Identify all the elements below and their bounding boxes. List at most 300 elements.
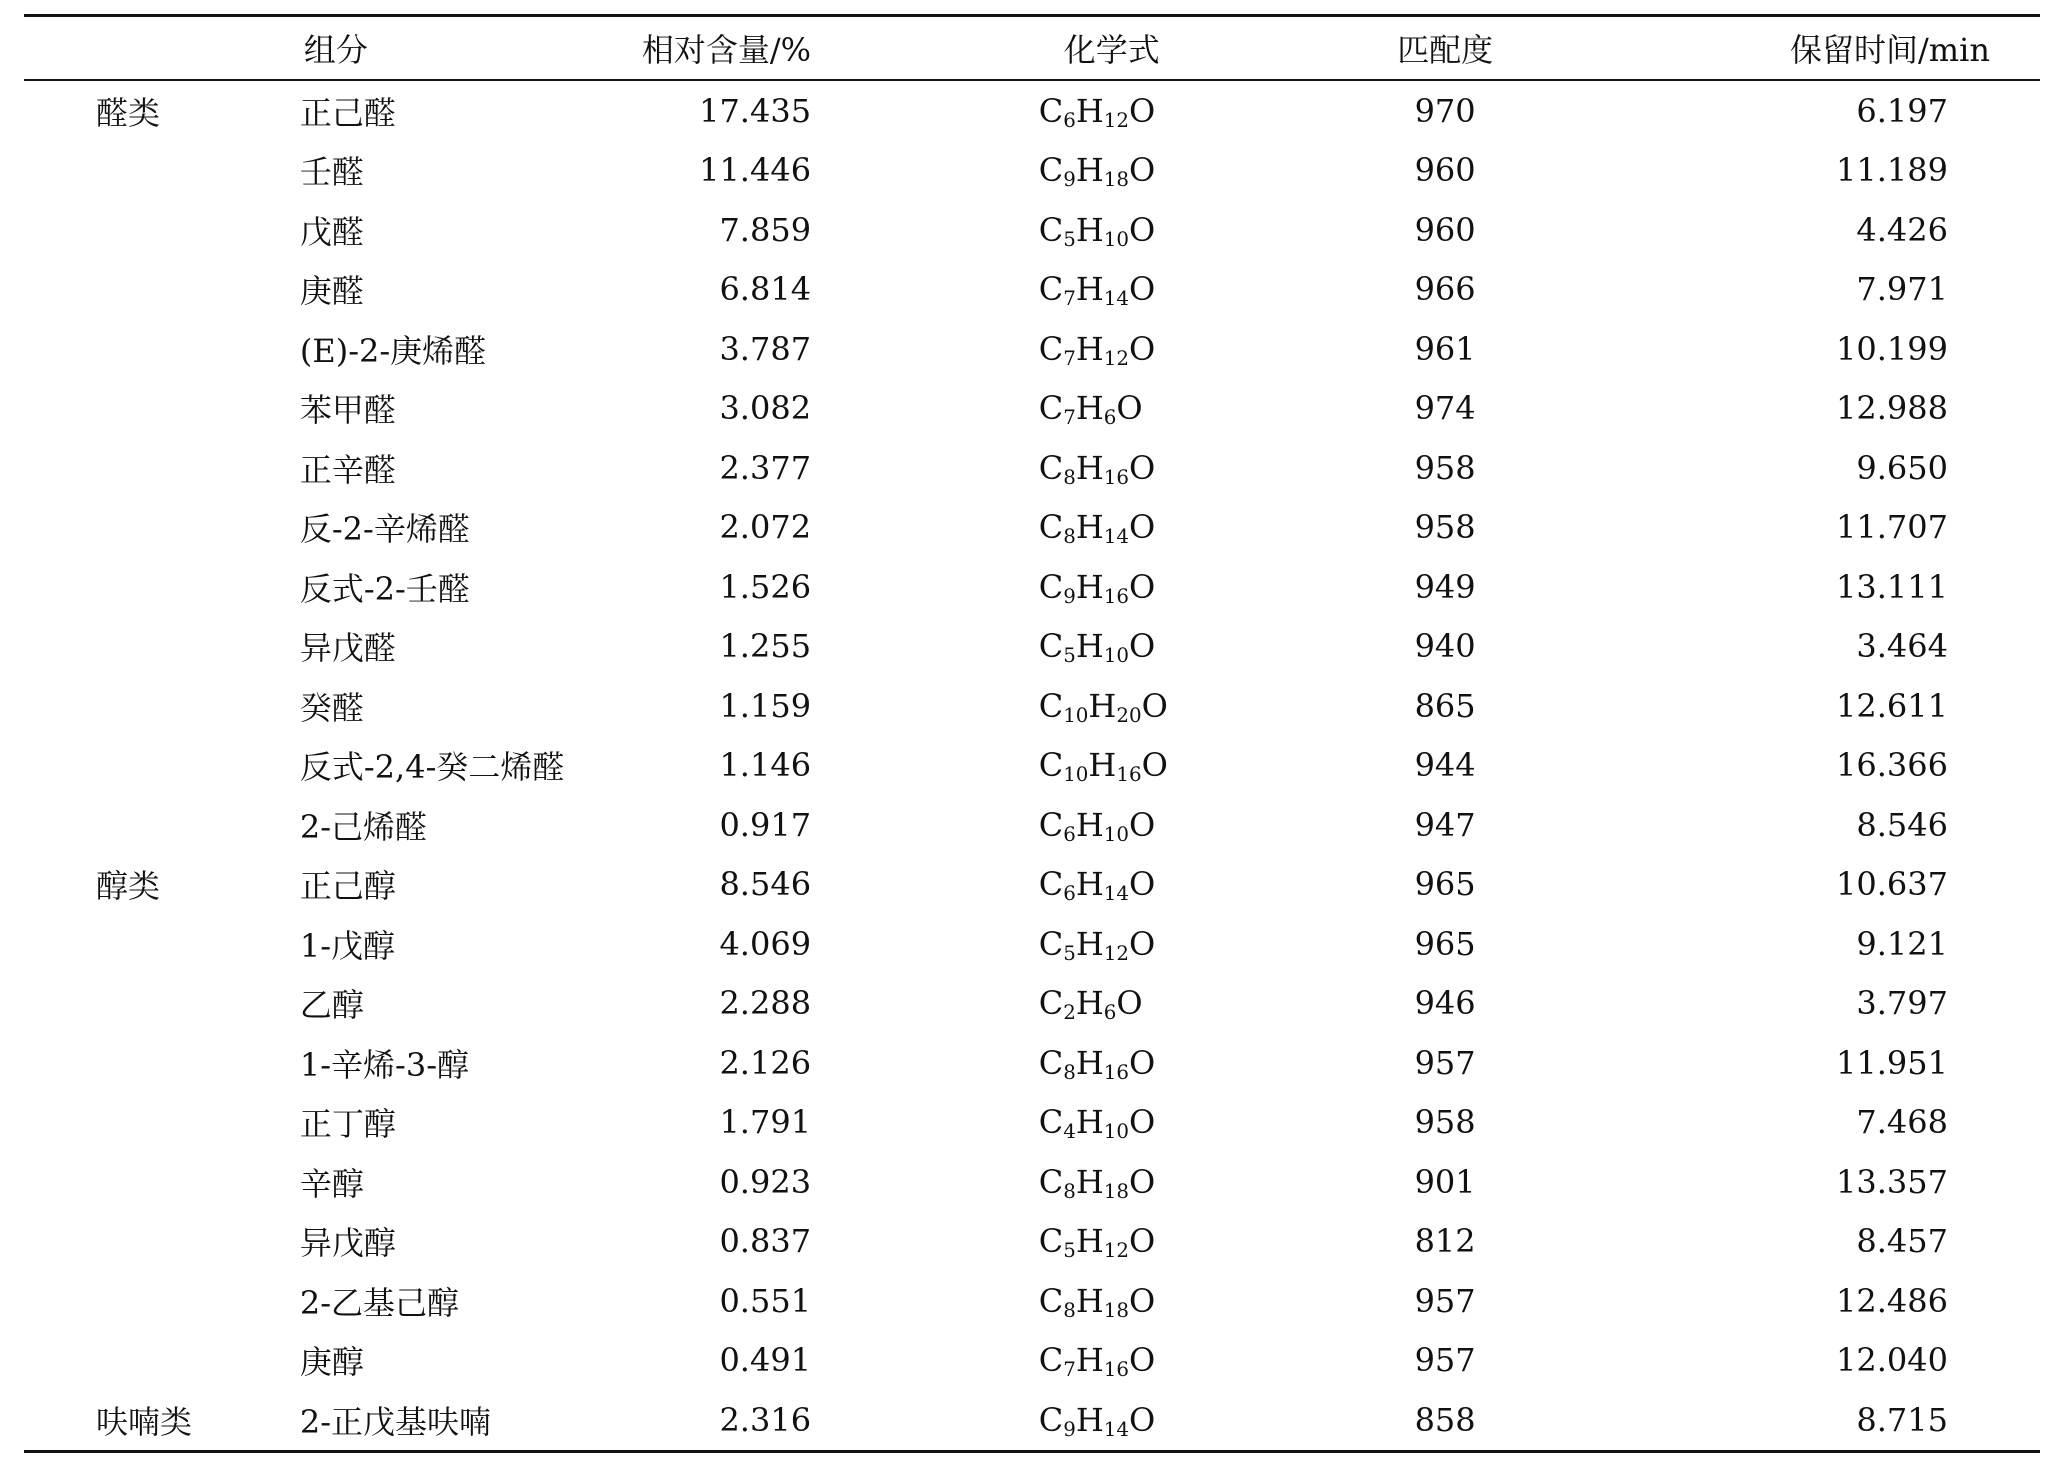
cell-compound-name: 正辛醛 (299, 450, 396, 489)
formula-element: H (1075, 627, 1104, 666)
cell-spacer (811, 1212, 929, 1272)
formula-element: O (1128, 567, 1156, 606)
cell-spacer (811, 1331, 929, 1391)
formula-element: O (1116, 984, 1143, 1023)
cell-category (24, 379, 300, 439)
cell-compound-name: 戊醛 (299, 212, 364, 251)
formula-element: H (1075, 508, 1104, 547)
formula-subscript: 9 (1063, 1417, 1076, 1441)
formula-element: H (1075, 865, 1104, 904)
table-row (24, 795, 2040, 855)
cell-spacer (811, 438, 929, 498)
cell-formula (929, 1093, 1295, 1153)
formula-element: C (1038, 508, 1064, 547)
formula-subscript: 12 (1103, 346, 1129, 370)
header-match: 匹配度 (1295, 16, 1596, 81)
cell-spacer (811, 1093, 929, 1153)
cell-relative-amount: 2.377 (719, 448, 812, 487)
cell-match: 960 (1414, 151, 1476, 190)
cell-formula (929, 379, 1295, 439)
cell-spacer (811, 498, 929, 558)
formula-element: O (1128, 1222, 1156, 1261)
cell-match: 974 (1414, 389, 1476, 428)
table-row (24, 260, 2040, 320)
cell-formula (929, 1331, 1295, 1391)
formula-element: C (1038, 1222, 1064, 1261)
formula-element: C (1038, 1400, 1064, 1439)
formula-subscript: 10 (1103, 1120, 1129, 1144)
table-row (24, 1033, 2040, 1093)
formula-element: H (1075, 984, 1104, 1023)
cell-compound-name: 壬醛 (299, 153, 364, 192)
cell-compound-name: 1-辛烯-3-醇 (299, 1045, 470, 1084)
table-row (24, 1271, 2040, 1331)
cell-match: 940 (1414, 627, 1476, 666)
cell-spacer (811, 379, 929, 439)
formula-subscript: 6 (1103, 406, 1117, 430)
formula-element: O (1128, 448, 1156, 487)
cell-spacer (811, 914, 929, 974)
formula-element: O (1141, 746, 1168, 785)
cell-spacer (811, 736, 929, 796)
formula-subscript: 8 (1063, 1298, 1076, 1322)
cell-spacer (811, 1152, 929, 1212)
cell-category (24, 617, 300, 677)
cell-formula (929, 498, 1295, 558)
formula-element: H (1075, 1162, 1104, 1201)
formula-element: O (1128, 865, 1156, 904)
table-row (24, 1390, 2040, 1451)
cell-relative-amount: 1.791 (719, 1103, 812, 1142)
cell-formula (929, 1033, 1295, 1093)
cell-relative-amount: 17.435 (699, 91, 812, 130)
cell-retention-time: 13.357 (1836, 1162, 1948, 1201)
cell-retention-time: 8.457 (1856, 1222, 1948, 1261)
cell-retention-time: 3.464 (1856, 627, 1948, 666)
formula-subscript: 10 (1063, 763, 1089, 787)
formula-subscript: 7 (1063, 346, 1076, 370)
cell-match: 958 (1414, 448, 1476, 487)
formula-element: H (1075, 805, 1104, 844)
formula-subscript: 5 (1063, 1239, 1076, 1263)
cell-formula (929, 855, 1295, 915)
formula-element: H (1075, 1341, 1104, 1380)
header-row (24, 16, 2040, 81)
formula-subscript: 10 (1063, 703, 1089, 727)
cell-formula (929, 1212, 1295, 1272)
table-row (24, 1093, 2040, 1153)
cell-spacer (811, 795, 929, 855)
cell-relative-amount: 0.551 (719, 1281, 812, 1320)
formula-subscript: 18 (1103, 1179, 1129, 1203)
formula-element: C (1038, 210, 1064, 249)
table-row (24, 974, 2040, 1034)
formula-element: H (1075, 567, 1104, 606)
formula-element: C (1038, 1281, 1064, 1320)
formula-subscript: 6 (1063, 882, 1076, 906)
cell-formula (929, 914, 1295, 974)
cell-compound-name: 反式-2,4-癸二烯醛 (299, 748, 565, 787)
formula-subscript: 10 (1103, 644, 1129, 668)
cell-category (24, 974, 300, 1034)
formula-subscript: 10 (1103, 822, 1129, 846)
cell-formula (929, 557, 1295, 617)
formula-element: C (1038, 151, 1064, 190)
formula-subscript: 16 (1103, 1358, 1129, 1382)
formula-element: H (1075, 1103, 1104, 1142)
formula-element: C (1038, 567, 1064, 606)
cell-compound-name: 辛醇 (299, 1164, 364, 1203)
formula-subscript: 8 (1063, 1060, 1076, 1084)
cell-spacer (811, 260, 929, 320)
cell-match: 946 (1414, 984, 1476, 1023)
cell-retention-time: 4.426 (1856, 210, 1948, 249)
cell-retention-time: 8.715 (1595, 1390, 2040, 1451)
cell-compound-name: 异戊醇 (299, 1224, 396, 1263)
cell-formula (929, 1390, 1295, 1451)
formula-element: H (1075, 389, 1104, 428)
formula-element: C (1038, 924, 1064, 963)
cell-category (24, 141, 300, 201)
cell-match: 957 (1414, 1341, 1476, 1380)
formula-element: C (1038, 270, 1064, 309)
cell-relative-amount: 2.126 (719, 1043, 812, 1082)
formula-element: O (1128, 1103, 1156, 1142)
cell-formula (929, 1152, 1295, 1212)
table-row (24, 80, 2040, 141)
formula-element: O (1128, 329, 1156, 368)
cell-formula (929, 795, 1295, 855)
cell-compound-name: 1-戊醇 (299, 926, 396, 965)
cell-relative-amount: 0.923 (719, 1162, 812, 1201)
cell-spacer (811, 855, 929, 915)
cell-retention-time: 11.707 (1836, 508, 1948, 547)
cell-formula (929, 260, 1295, 320)
formula-subscript: 2 (1063, 1001, 1076, 1025)
cell-relative-amount: 0.917 (719, 805, 812, 844)
cell-match: 957 (1414, 1281, 1476, 1320)
cell-compound-name: 正丁醇 (299, 1105, 396, 1144)
cell-match: 944 (1414, 746, 1476, 785)
cell-category (24, 736, 300, 796)
cell-category (24, 1331, 300, 1391)
cell-relative-amount: 3.787 (719, 329, 812, 368)
formula-element: H (1075, 91, 1104, 130)
formula-element: H (1088, 686, 1117, 725)
cell-compound-name: 苯甲醛 (299, 391, 396, 430)
cell-match: 970 (1414, 91, 1476, 130)
formula-subscript: 14 (1103, 1417, 1129, 1441)
cell-retention-time: 12.486 (1836, 1281, 1948, 1320)
table-body (24, 80, 2040, 1451)
cell-retention-time: 16.366 (1836, 746, 1948, 785)
cell-retention-time: 12.611 (1836, 686, 1948, 725)
formula-element: O (1128, 1043, 1156, 1082)
cell-category (24, 260, 300, 320)
formula-element: C (1038, 1341, 1064, 1380)
formula-subscript: 12 (1103, 108, 1129, 132)
cell-relative-amount: 3.082 (719, 389, 812, 428)
formula-subscript: 6 (1103, 1001, 1117, 1025)
cell-category: 呋喃类 (24, 1390, 300, 1451)
cell-compound-name: 2-己烯醛 (299, 807, 428, 846)
formula-element: C (1038, 389, 1064, 428)
header-formula: 化学式 (929, 16, 1295, 81)
cell-relative-amount: 0.491 (719, 1341, 812, 1380)
table-row (24, 200, 2040, 260)
cell-retention-time: 9.650 (1856, 448, 1948, 487)
cell-spacer (811, 1033, 929, 1093)
cell-compound-name: 2-乙基己醇 (299, 1283, 460, 1322)
formula-element: O (1128, 627, 1156, 666)
cell-spacer (811, 1390, 929, 1451)
formula-subscript: 7 (1063, 1358, 1076, 1382)
formula-element: C (1038, 1103, 1064, 1142)
formula-subscript: 12 (1103, 941, 1129, 965)
formula-element: C (1038, 984, 1064, 1023)
formula-element: H (1075, 210, 1104, 249)
cell-formula (929, 1271, 1295, 1331)
cell-category: 醛类 (96, 93, 161, 132)
formula-subscript: 4 (1063, 1120, 1076, 1144)
cell-match: 960 (1414, 210, 1476, 249)
cell-relative-amount: 1.526 (719, 567, 812, 606)
cell-compound-name: 反-2-辛烯醛 (299, 510, 470, 549)
formula-element: O (1141, 686, 1168, 725)
table-row (24, 319, 2040, 379)
cell-match: 965 (1414, 865, 1476, 904)
formula-element: H (1075, 924, 1104, 963)
header-retention-time: 保留时间/min (1595, 16, 2040, 81)
cell-relative-amount: 8.546 (719, 865, 812, 904)
cell-category (24, 438, 300, 498)
formula-element: H (1075, 1400, 1104, 1439)
formula-element: C (1038, 329, 1064, 368)
cell-match: 958 (1414, 508, 1476, 547)
formula-element: H (1075, 1043, 1104, 1082)
cell-spacer (811, 141, 929, 201)
cell-formula (929, 676, 1295, 736)
formula-subscript: 9 (1063, 168, 1076, 192)
formula-subscript: 8 (1063, 465, 1076, 489)
cell-match: 947 (1414, 805, 1476, 844)
formula-subscript: 20 (1116, 703, 1142, 727)
formula-element: H (1075, 448, 1104, 487)
formula-subscript: 16 (1116, 763, 1142, 787)
cell-relative-amount: 11.446 (699, 151, 812, 190)
formula-element: O (1128, 1400, 1156, 1439)
formula-element: H (1075, 1222, 1104, 1261)
cell-compound-name: 正己醛 (299, 93, 396, 132)
formula-element: C (1038, 686, 1064, 725)
cell-spacer (811, 1271, 929, 1331)
cell-retention-time: 8.546 (1856, 805, 1948, 844)
formula-element: C (1038, 865, 1064, 904)
cell-match: 858 (1295, 1390, 1596, 1451)
formula-subscript: 14 (1103, 525, 1129, 549)
table-row (24, 1212, 2040, 1272)
cell-spacer (811, 319, 929, 379)
cell-spacer (811, 617, 929, 677)
cell-category (24, 1093, 300, 1153)
cell-formula (929, 736, 1295, 796)
cell-relative-amount: 2.288 (719, 984, 812, 1023)
cell-retention-time: 7.468 (1856, 1103, 1948, 1142)
cell-compound-name: 反式-2-壬醛 (299, 569, 470, 608)
table-header (24, 16, 2040, 81)
cell-match: 957 (1414, 1043, 1476, 1082)
formula-element: O (1128, 270, 1156, 309)
cell-retention-time: 10.637 (1836, 865, 1948, 904)
cell-category (24, 795, 300, 855)
table-row (24, 914, 2040, 974)
cell-category (24, 1271, 300, 1331)
cell-category (24, 557, 300, 617)
cell-compound-name: 癸醛 (299, 688, 364, 727)
cell-category (24, 498, 300, 558)
cell-match: 865 (1414, 686, 1476, 725)
formula-element: H (1075, 270, 1104, 309)
cell-match: 949 (1414, 567, 1476, 606)
cell-compound-name: (E)-2-庚烯醛 (299, 331, 487, 370)
cell-formula (929, 617, 1295, 677)
cell-relative-amount: 6.814 (719, 270, 812, 309)
cell-retention-time: 10.199 (1836, 329, 1948, 368)
formula-subscript: 7 (1063, 406, 1076, 430)
formula-element: O (1128, 805, 1156, 844)
header-relative-amount: 相对含量/% (576, 16, 811, 81)
formula-subscript: 10 (1103, 227, 1129, 251)
cell-category (24, 676, 300, 736)
cell-relative-amount: 0.837 (719, 1222, 812, 1261)
cell-retention-time: 12.988 (1836, 389, 1948, 428)
cell-category (24, 1152, 300, 1212)
cell-spacer (811, 80, 929, 141)
formula-subscript: 7 (1063, 287, 1076, 311)
cell-retention-time: 11.189 (1836, 151, 1948, 190)
cell-category (24, 1212, 300, 1272)
cell-match: 966 (1414, 270, 1476, 309)
cell-relative-amount: 2.072 (719, 508, 812, 547)
formula-subscript: 5 (1063, 644, 1076, 668)
cell-category (24, 319, 300, 379)
table-row (24, 676, 2040, 736)
table-row (24, 617, 2040, 677)
formula-subscript: 6 (1063, 108, 1076, 132)
formula-element: O (1116, 389, 1143, 428)
formula-subscript: 8 (1063, 1179, 1076, 1203)
cell-relative-amount: 1.146 (719, 746, 812, 785)
cell-category: 醇类 (96, 867, 161, 906)
cell-compound-name: 正己醇 (299, 867, 396, 906)
table-row (24, 438, 2040, 498)
formula-element: C (1038, 746, 1064, 785)
cell-relative-amount: 4.069 (719, 924, 812, 963)
formula-element: O (1128, 1341, 1156, 1380)
formula-element: C (1038, 805, 1064, 844)
formula-element: O (1128, 91, 1156, 130)
formula-element: C (1038, 448, 1064, 487)
volatile-compounds-table (24, 14, 2040, 1453)
cell-retention-time: 7.971 (1856, 270, 1948, 309)
cell-spacer (811, 676, 929, 736)
cell-formula (929, 438, 1295, 498)
cell-relative-amount: 7.859 (719, 210, 812, 249)
formula-element: H (1075, 329, 1104, 368)
cell-retention-time: 6.197 (1856, 91, 1948, 130)
table-row (24, 557, 2040, 617)
cell-match: 812 (1414, 1222, 1476, 1261)
formula-element: C (1038, 1043, 1064, 1082)
formula-subscript: 5 (1063, 941, 1076, 965)
formula-subscript: 18 (1103, 168, 1129, 192)
formula-element: O (1128, 210, 1156, 249)
formula-element: O (1128, 1162, 1156, 1201)
cell-match: 965 (1414, 924, 1476, 963)
cell-formula (929, 974, 1295, 1034)
formula-element: C (1038, 627, 1064, 666)
cell-match: 901 (1414, 1162, 1476, 1201)
cell-formula (929, 80, 1295, 141)
formula-subscript: 9 (1063, 584, 1076, 608)
cell-retention-time: 3.797 (1856, 984, 1948, 1023)
formula-subscript: 12 (1103, 1239, 1129, 1263)
cell-compound-name: 异戊醛 (299, 629, 396, 668)
cell-retention-time: 13.111 (1836, 567, 1948, 606)
formula-subscript: 8 (1063, 525, 1076, 549)
cell-retention-time: 9.121 (1856, 924, 1948, 963)
formula-element: C (1038, 1162, 1064, 1201)
formula-element: O (1128, 151, 1156, 190)
cell-relative-amount: 2.316 (576, 1390, 811, 1451)
formula-subscript: 16 (1103, 584, 1129, 608)
cell-relative-amount: 1.159 (719, 686, 812, 725)
formula-subscript: 16 (1103, 465, 1129, 489)
formula-subscript: 14 (1103, 882, 1129, 906)
formula-subscript: 18 (1103, 1298, 1129, 1322)
formula-element: O (1128, 924, 1156, 963)
formula-element: H (1075, 151, 1104, 190)
cell-relative-amount: 1.255 (719, 627, 812, 666)
volatile-compounds-table-container (24, 14, 2040, 1453)
table-row (24, 1331, 2040, 1391)
table-row (24, 498, 2040, 558)
cell-spacer (811, 557, 929, 617)
table-row (24, 141, 2040, 201)
header-component: 组分 (24, 16, 576, 81)
cell-retention-time: 11.951 (1836, 1043, 1948, 1082)
cell-category (24, 914, 300, 974)
cell-compound-name: 乙醇 (299, 986, 364, 1025)
formula-subscript: 6 (1063, 822, 1076, 846)
cell-spacer (811, 200, 929, 260)
cell-match: 958 (1414, 1103, 1476, 1142)
table-row (24, 855, 2040, 915)
formula-element: C (1038, 91, 1064, 130)
cell-formula (929, 200, 1295, 260)
formula-subscript: 16 (1103, 1060, 1129, 1084)
cell-match: 961 (1414, 329, 1476, 368)
cell-compound-name: 庚醇 (299, 1343, 364, 1382)
cell-category (24, 1033, 300, 1093)
table-row (24, 736, 2040, 796)
cell-formula (929, 141, 1295, 201)
cell-compound-name: 庚醛 (299, 272, 364, 311)
cell-spacer (811, 974, 929, 1034)
cell-formula (929, 319, 1295, 379)
cell-compound-name: 2-正戊基呋喃 (300, 1390, 576, 1451)
cell-category (24, 200, 300, 260)
